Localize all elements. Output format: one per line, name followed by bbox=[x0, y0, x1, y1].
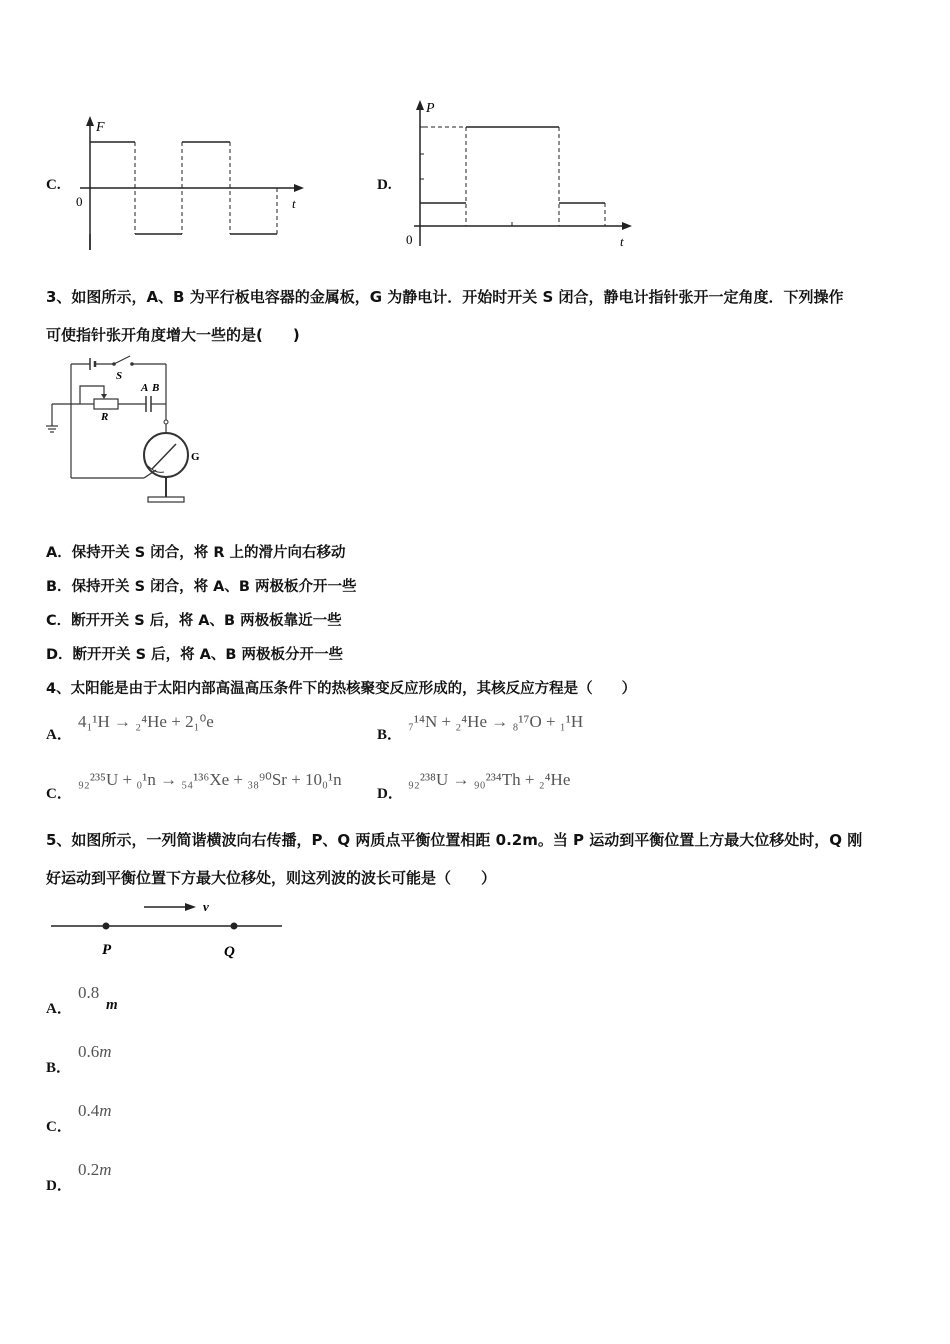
point-p bbox=[103, 923, 110, 930]
q3-circuit-diagram bbox=[44, 352, 204, 510]
meter-label: G bbox=[191, 451, 200, 463]
d-origin: 0 bbox=[406, 232, 413, 247]
q5-option-c-value: 0.4m bbox=[78, 1101, 112, 1120]
q4-option-a-label: A． bbox=[46, 727, 72, 743]
option-c-label: C. bbox=[46, 177, 61, 193]
q4-option-d-equation: ₉₂²³⁸U → ₉₀²³⁴Th + ₂⁴He bbox=[408, 770, 571, 789]
q4-option-d-label: D． bbox=[377, 786, 403, 802]
q3-option-b: B．保持开关 S 闭合，将 A、B 两极板介开一些 bbox=[46, 579, 357, 595]
graph-c-square-wave bbox=[70, 110, 315, 255]
q5-option-a-label: A． bbox=[46, 1001, 72, 1017]
point-q bbox=[231, 923, 238, 930]
q3-option-d: D．断开开关 S 后，将 A、B 两极板分开一些 bbox=[46, 647, 343, 663]
option-d-label: D. bbox=[377, 177, 392, 193]
q5-option-d-value: 0.2m bbox=[78, 1160, 112, 1179]
c-axis-t: t bbox=[292, 196, 296, 211]
q4-stem: 4、太阳能是由于太阳内部高温高压条件下的热核聚变反应形成的，其核反应方程是（ ） bbox=[46, 681, 637, 697]
q3-stem-line2: 可使指针张开角度增大一些的是( ) bbox=[46, 326, 300, 344]
q4-option-c-equation: ₉₂²³⁵U + ₀¹n → ₅₄¹³⁶Xe + ₃₈⁹⁰Sr + 10₀¹n bbox=[78, 770, 342, 789]
q4-option-c-label: C． bbox=[46, 786, 72, 802]
q4-option-b-label: B． bbox=[377, 727, 403, 743]
d-axis-p: P bbox=[426, 101, 435, 116]
point-q-label: Q bbox=[224, 944, 235, 960]
q5-option-a-unit: m bbox=[106, 997, 118, 1013]
q5-option-a-value: 0.8 bbox=[78, 983, 100, 1002]
q5-option-b-label: B． bbox=[46, 1060, 72, 1076]
d-axis-t: t bbox=[620, 234, 624, 249]
q3-option-c: C．断开开关 S 后，将 A、B 两极板靠近一些 bbox=[46, 613, 342, 629]
plate-b-label: B bbox=[152, 382, 160, 394]
q4-option-b-equation: ₇¹⁴N + ₂⁴He → ₈¹⁷O + ₁¹H bbox=[408, 712, 584, 731]
graph-d-step-power bbox=[400, 94, 640, 254]
q5-wave-figure bbox=[46, 894, 291, 966]
switch-label: S bbox=[116, 370, 123, 382]
q4-option-a-equation: 4₁¹H → ₂⁴He + 2₁⁰e bbox=[78, 712, 214, 731]
q3-stem-line1: 3、如图所示，A、B 为平行板电容器的金属板，G 为静电计．开始时开关 S 闭合，静电计指针张开一定角度．下列操作 bbox=[46, 288, 844, 306]
velocity-label: v bbox=[203, 899, 209, 914]
plate-a-label: A bbox=[141, 382, 149, 394]
q3-option-a: A．保持开关 S 闭合，将 R 上的滑片向右移动 bbox=[46, 545, 346, 561]
c-axis-f: F bbox=[96, 120, 105, 135]
resistor-label: R bbox=[101, 411, 109, 423]
q5-option-c-label: C． bbox=[46, 1119, 72, 1135]
q5-stem-line2: 好运动到平衡位置下方最大位移处，则这列波的波长可能是（ ） bbox=[46, 869, 497, 887]
c-origin: 0 bbox=[76, 194, 83, 209]
q5-option-d-label: D． bbox=[46, 1178, 72, 1194]
point-p-label: P bbox=[102, 942, 112, 958]
q5-option-b-value: 0.6m bbox=[78, 1042, 112, 1061]
q5-stem-line1: 5、如图所示，一列简谐横波向右传播，P、Q 两质点平衡位置相距 0.2m。当 P 运动到平衡位置上方最大位移处时，Q 刚 bbox=[46, 831, 863, 849]
